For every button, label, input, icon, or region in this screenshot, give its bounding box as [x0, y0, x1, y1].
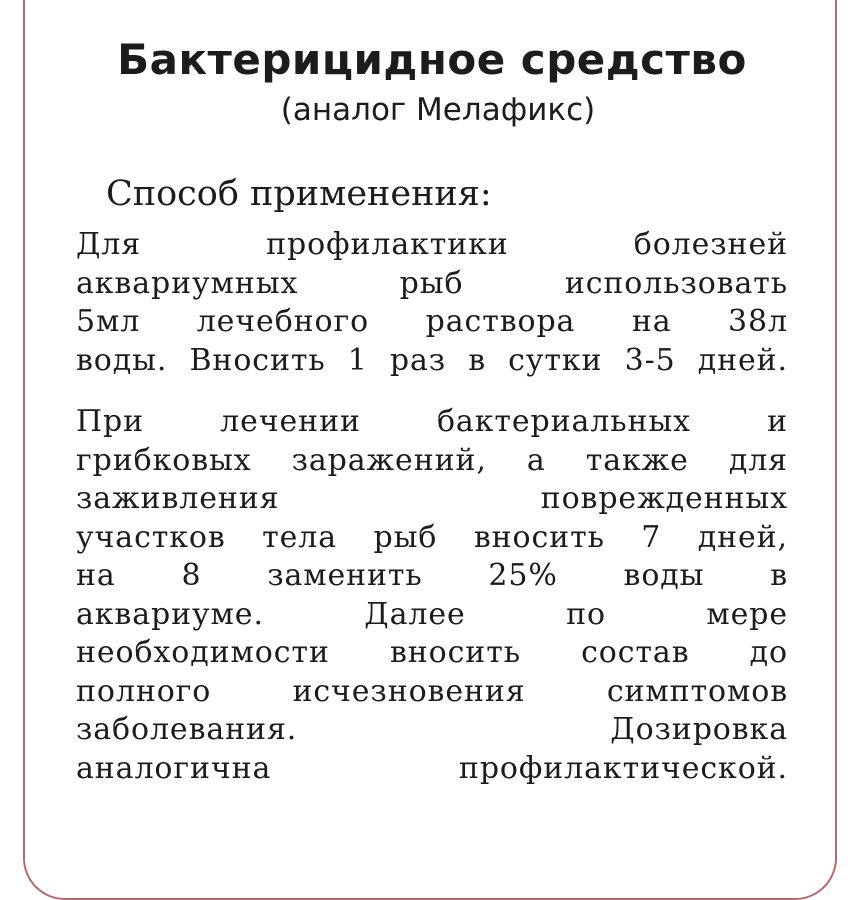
text-line: полного исчезновения симптомов — [76, 673, 788, 709]
text-line: 5мл лечебного раствора на 38л — [76, 304, 788, 339]
text-line: аквариуме. Далее по мере — [76, 596, 788, 632]
text-line: заживления поврежденных — [76, 481, 788, 516]
usage-heading: Способ применения: — [106, 174, 492, 214]
treatment-paragraph — [76, 403, 788, 788]
text-line: аквариумных рыб использовать — [76, 265, 788, 301]
text-line: участков тела рыб вносить 7 дней, — [76, 519, 788, 555]
text-line: на 8 заменить 25% воды в — [76, 558, 788, 593]
product-subtitle: (аналог Мелафикс) — [280, 92, 596, 128]
text-line: заболевания. Дозировка — [76, 712, 788, 747]
text-line: необходимости вносить состав до — [76, 635, 788, 670]
text-line: Для профилактики болезней — [76, 227, 788, 262]
product-title: Бактерицидное средство — [117, 35, 747, 84]
prevention-paragraph — [76, 226, 788, 380]
text-line: воды. Вносить 1 раз в сутки 3-5 дней. — [76, 342, 788, 378]
text-line: При лечении бактериальных и — [76, 404, 788, 439]
text-line: аналогична профилактической. — [76, 750, 788, 786]
text-line: грибковых заражений, а также для — [76, 442, 788, 478]
